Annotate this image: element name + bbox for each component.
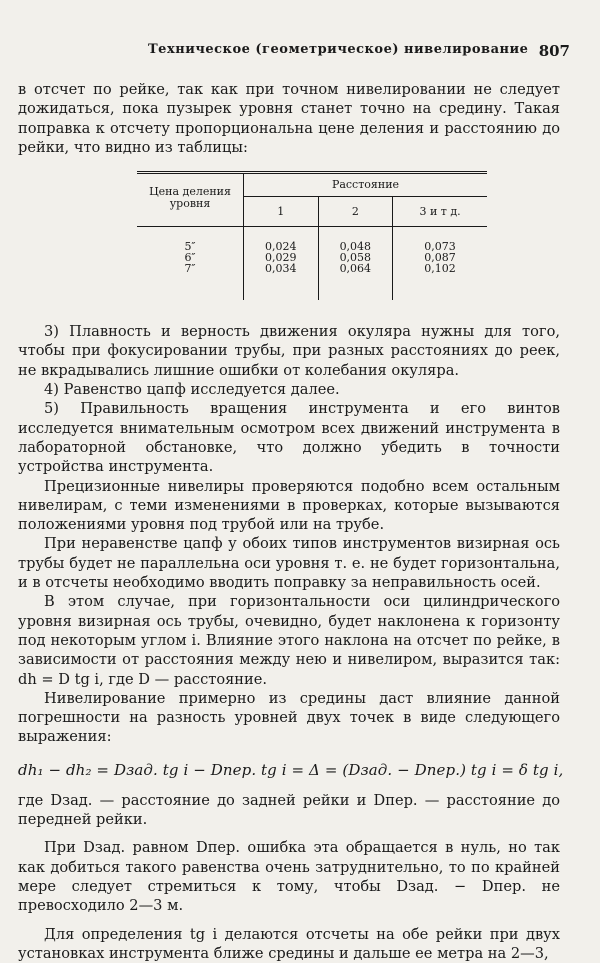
table-cell: 0,029: [245, 252, 317, 263]
table-cell: 5″: [138, 241, 242, 252]
table-body: [137, 227, 487, 301]
table-header-distance: Расстояние: [244, 173, 488, 197]
page-number: 807: [539, 42, 570, 60]
table-cell: 0,102: [394, 263, 486, 274]
table-cell: 7″: [138, 263, 242, 274]
paragraph: 3) Плавность и верность движения окуляра нужны для того, чтобы при фокусировании трубы, при разных расстояниях до реек, не вкрадывались лишние ошибки от колебания окуляра.: [18, 322, 560, 380]
paragraph: При Dзад. равном Dпер. ошибка эта обращается в нуль, но так как добиться такого равенства очень затруднительно, то по крайней мере следует стремиться к тому, чтобы Dзад. − Dпер. не превосходило 2—3 м.: [18, 838, 560, 915]
table-column-3: [393, 227, 487, 301]
table-subheader: 3 и т д.: [393, 197, 487, 227]
table-cell: 0,087: [394, 252, 486, 263]
paragraph: 4) Равенство цапф исследуется далее.: [18, 380, 560, 399]
table-cell: 0,073: [394, 241, 486, 252]
table-cell: 6″: [138, 252, 242, 263]
paragraph: где Dзад. — расстояние до задней рейки и Dпер. — расстояние до передней рейки.: [18, 791, 560, 830]
paragraph: 5) Правильность вращения инструмента и его винтов исследуется внимательным осмотром всех движений инструмента в лабораторной обстановке, что должно убедить в точности устройства инструмента.: [18, 399, 560, 476]
table-header-cena: Цена деления уровня: [137, 173, 244, 227]
table-cell: 0,034: [245, 263, 317, 274]
table-subheader: 2: [318, 197, 393, 227]
table-cell: 0,064: [320, 263, 392, 274]
paragraph: Прецизионные нивелиры проверяются подобно всем остальным нивелирам, с теми изменениями в проверках, которые вызываются положениями уровня под трубой или на трубе.: [18, 477, 560, 535]
table-subheader: 1: [244, 197, 319, 227]
running-title: Техническое (геометрическое) нивелирование: [148, 42, 528, 57]
table-column-2: [318, 227, 393, 301]
table-cell: 0,024: [245, 241, 317, 252]
table-column-cena: [137, 227, 244, 301]
data-table: [137, 171, 487, 300]
table-cell: 0,048: [320, 241, 392, 252]
page-body: [18, 80, 560, 963]
paragraph: В этом случае, при горизонтальности оси цилиндрического уровня визирная ось трубы, очевидно, будет наклонена к горизонту под некоторым углом i. Влияние этого наклона на отсчет по рейке, в зависимости от расстояния между нею и нивелиром, выразится так: dh = D tg i, где D — расстояние.: [18, 592, 560, 688]
paragraph: Для определения tg i делаются отсчеты на обе рейки при двух установках инструмента ближе средины и дальше ее метра на 2—3,: [18, 925, 560, 963]
table-cell: 0,058: [320, 252, 392, 263]
table-column-1: [244, 227, 319, 301]
paragraph: в отсчет по рейке, так как при точном нивелировании не следует дожидаться, пока пузырек уровня станет точно на средину. Такая поправка к отсчету пропорциональна цене деления и расстоянию до рейки, что видно из таблицы:: [18, 80, 560, 157]
paragraph: При неравенстве цапф у обоих типов инструментов визирная ось трубы будет не параллельна оси уровня т. е. не будет горизонтальна, и в отсчеты необходимо вводить поправку за неправильность осей.: [18, 534, 560, 592]
paragraph: Нивелирование примерно из средины даст влияние данной погрешности на разность уровней двух точек в виде следующего выражения:: [18, 689, 560, 747]
running-header: [60, 42, 570, 62]
formula: dh₁ − dh₂ = Dзад. tg i − Dпер. tg i = Δ = (Dзад. − Dпер.) tg i = δ tg i,: [18, 761, 560, 779]
